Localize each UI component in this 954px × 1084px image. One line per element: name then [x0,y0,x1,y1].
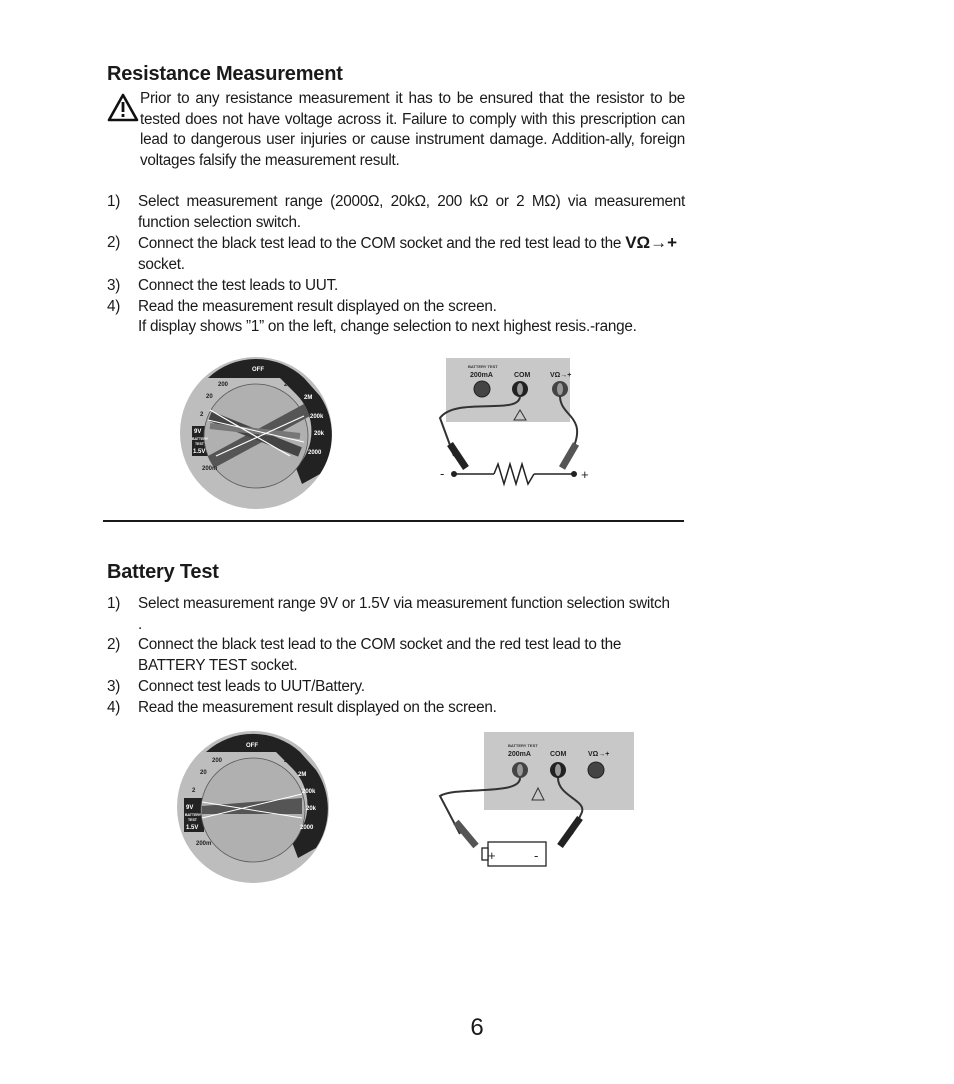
battery-connection-diagram [436,730,636,870]
socket-label: BATTERY TEST [468,364,498,369]
dial-label: 20 [200,770,207,776]
dial-label: 2 [192,788,196,794]
step-number: 4) [107,698,121,716]
dial-label: 20k [306,806,317,812]
step-text: Read the measurement result displayed on the screen. [138,297,497,315]
dial-label: 9V [194,429,202,435]
list-item [107,276,685,297]
socket-label: BATTERY TEST [508,743,538,748]
volt-ohm-diode-symbol: VΩ→+ [625,233,678,253]
list-item [107,698,685,719]
dial-label: 1.5V [186,825,199,831]
step-number: 4) [107,297,121,315]
socket-label: 200mA [470,372,493,379]
diode-symbol-icon: →| [302,465,310,471]
step-number: 2) [107,234,121,252]
dial-label: 600 [228,748,239,754]
rotary-switch-battery [176,730,330,884]
list-item [107,635,685,676]
dial-label: 600 [276,374,287,380]
list-item [107,677,685,698]
dial-label: 200m [196,841,212,847]
warning-triangle-icon [107,93,139,123]
step-text: Read the measurement result displayed on the screen. [138,698,497,716]
resistance-steps [107,192,685,338]
dial-label: OFF [246,743,258,749]
dial-label: 9V [186,805,194,811]
diode-symbol-icon: →| [294,842,302,848]
resistance-connection-diagram [436,356,606,490]
step-text: Connect test leads to UUT/Battery. [138,677,365,695]
rotary-switch-resistance [180,356,332,510]
dial-label: 200k [310,414,324,420]
step-text-continued: socket. [138,256,185,274]
list-item [107,192,685,233]
battery-steps [107,594,685,718]
step-number: 2) [107,636,121,654]
step-text: Connect the black test lead to the COM socket and the red test lead to the BATTERY TEST socket. [138,636,622,675]
socket-label: VΩ→+ [588,751,610,758]
negative-terminal-label: - [534,848,539,863]
step-number: 3) [107,677,121,695]
dial-label: 200 [212,758,223,764]
positive-terminal-label: + [581,467,589,482]
dial-label: TEST [188,818,197,822]
dial-label: 2000 [300,825,314,831]
positive-terminal-label: + [488,848,496,863]
step-number: 3) [107,276,121,294]
warning-text: Prior to any resistance measurement it has to be ensured that the resistor to be tested does not have voltage across it. Failure to comply with this prescription can lead to dangerous user injuries or cause instrument damage. Addition-ally, foreign voltages falsify the measurement result. [140,90,685,170]
dial-label: 600 [270,748,281,754]
socket-label: 200mA [508,751,531,758]
dial-label: 200 [284,382,295,388]
dial-label: 200 [284,758,295,764]
dial-label: 200m [202,466,218,472]
section-divider [103,520,684,522]
dial-label: BATTERY [185,813,202,817]
step-text: Select measurement range (2000Ω, 20kΩ, 200 kΩ or 2 MΩ) via measurement function selection switch. [138,193,685,231]
list-item [107,594,685,635]
step-number: 1) [107,595,121,612]
socket-label: COM [550,751,567,758]
step-text: Connect the test leads to UUT. [138,276,338,294]
dial-label: OFF [252,367,264,373]
step-text: Select measurement range 9V or 1.5V via measurement function selection switch [138,595,670,612]
negative-terminal-label: - [440,466,445,481]
step-text-continued: . [138,615,142,633]
socket-label: COM [514,372,531,379]
step-number: 1) [107,193,121,210]
section-heading-battery: Battery Test [107,561,219,583]
step-text: Connect the black test lead to the COM socket and the red test lead to the [138,235,626,253]
dial-label: 2M [298,772,307,778]
dial-label: 1.5V [193,449,206,455]
dial-label: 2M [304,395,313,401]
list-item [107,233,685,275]
dial-label: 600 [234,374,245,380]
step-note: If display shows ”1” on the left, change selection to next highest resis.-range. [138,318,637,336]
dial-label: 20k [314,431,325,437]
socket-label: VΩ→+ [550,372,572,379]
dial-label: BATTERY [192,437,209,441]
list-item [107,297,685,338]
dial-label: 200k [302,789,316,795]
resistor-symbol [494,464,534,484]
dial-label: 20 [206,394,213,400]
dial-label: 2 [200,412,204,418]
dial-label: 200 [218,382,229,388]
dial-label: 2000 [308,450,322,456]
dial-label: TEST [195,442,204,446]
section-heading-resistance: Resistance Measurement [107,63,343,85]
page-number: 6 [470,1014,484,1041]
